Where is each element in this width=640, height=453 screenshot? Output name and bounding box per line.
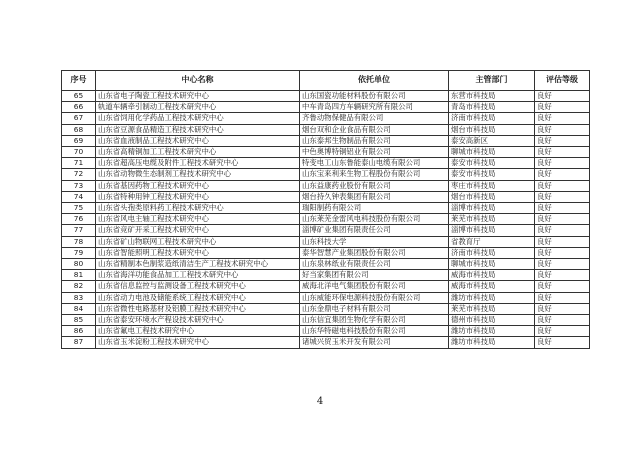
center-name-cell: 山东省氟电工程技术研究中心 (96, 326, 300, 337)
host-unit-cell: 威海北洋电气集团股份有限公司 (300, 281, 449, 292)
header-serial-no: 序号 (62, 71, 96, 91)
center-name-cell: 山东省精制本色制浆造纸清洁生产工程技术研究中心 (96, 259, 300, 270)
center-name-cell: 山东省信息监控与监测设备工程技术研究中心 (96, 281, 300, 292)
host-unit-cell: 烟台持久钟表集团有限公司 (300, 191, 449, 202)
table-row (62, 135, 590, 146)
table-body (62, 91, 590, 349)
department-cell: 聊城市科技局 (449, 259, 535, 270)
host-unit-cell: 齐鲁动物保健品有限公司 (300, 113, 449, 124)
table-row (62, 247, 590, 258)
serial-no-cell: 84 (62, 303, 96, 314)
serial-no-cell: 87 (62, 337, 96, 348)
host-unit-cell: 烟台双和企业食品有限公司 (300, 124, 449, 135)
host-unit-cell: 中色奥博特铜铝业有限公司 (300, 147, 449, 158)
center-name-cell: 山东省动物微生态制剂工程技术研究中心 (96, 169, 300, 180)
serial-no-cell: 78 (62, 236, 96, 247)
grade-cell: 良好 (535, 270, 590, 281)
department-cell: 济南市科技局 (449, 247, 535, 258)
header-department: 主管部门 (449, 71, 535, 91)
center-name-cell: 山东省血液制品工程技术研究中心 (96, 135, 300, 146)
serial-no-cell: 68 (62, 124, 96, 135)
serial-no-cell: 80 (62, 259, 96, 270)
host-unit-cell: 山东莱芜金雷风电科技股份有限公司 (300, 214, 449, 225)
table-row (62, 326, 590, 337)
department-cell: 潍坊市科技局 (449, 326, 535, 337)
grade-cell: 良好 (535, 337, 590, 348)
table-row (62, 236, 590, 247)
serial-no-cell: 77 (62, 225, 96, 236)
table-row (62, 180, 590, 191)
department-cell: 烟台市科技局 (449, 124, 535, 135)
department-cell: 东营市科技局 (449, 91, 535, 102)
grade-cell: 良好 (535, 203, 590, 214)
grade-cell: 良好 (535, 247, 590, 258)
center-name-cell: 山东省矿山物联网工程技术研究中心 (96, 236, 300, 247)
serial-no-cell: 86 (62, 326, 96, 337)
center-name-cell: 山东省基因药物工程技术研究中心 (96, 180, 300, 191)
center-name-cell: 山东省高精铜加工工程技术研究中心 (96, 147, 300, 158)
serial-no-cell: 76 (62, 214, 96, 225)
host-unit-cell: 特变电工山东鲁能泰山电缆有限公司 (300, 158, 449, 169)
department-cell: 淄博市科技局 (449, 225, 535, 236)
grade-cell: 良好 (535, 225, 590, 236)
host-unit-cell: 山东泰邦生物制品有限公司 (300, 135, 449, 146)
serial-no-cell: 73 (62, 180, 96, 191)
grade-cell: 良好 (535, 113, 590, 124)
serial-no-cell: 65 (62, 91, 96, 102)
table-row (62, 281, 590, 292)
department-cell: 省教育厅 (449, 236, 535, 247)
evaluation-table (61, 70, 590, 349)
table-row (62, 91, 590, 102)
center-name-cell: 山东省动力电池及储能系统工程技术研究中心 (96, 292, 300, 303)
host-unit-cell: 诸城兴贸玉米开发有限公司 (300, 337, 449, 348)
table-row (62, 124, 590, 135)
serial-no-cell: 75 (62, 203, 96, 214)
department-cell: 潍坊市科技局 (449, 337, 535, 348)
center-name-cell: 山东省豆源食品精造工程技术研究中心 (96, 124, 300, 135)
serial-no-cell: 83 (62, 292, 96, 303)
serial-no-cell: 69 (62, 135, 96, 146)
table-row (62, 191, 590, 202)
center-name-cell: 山东省竞矿开采工程技术研究中心 (96, 225, 300, 236)
grade-cell: 良好 (535, 281, 590, 292)
host-unit-cell: 中车青岛四方车辆研究所有限公司 (300, 102, 449, 113)
host-unit-cell: 山东益康药业股份有限公司 (300, 180, 449, 191)
grade-cell: 良好 (535, 124, 590, 135)
host-unit-cell: 山东国瓷功能材料股份有限公司 (300, 91, 449, 102)
grade-cell: 良好 (535, 102, 590, 113)
center-name-cell: 山东省超高压电缆及附件工程技术研究中心 (96, 158, 300, 169)
center-name-cell: 山东省泰安环境水产程设技术研究中心 (96, 315, 300, 326)
table-row (62, 259, 590, 270)
table-row (62, 270, 590, 281)
grade-cell: 良好 (535, 236, 590, 247)
center-name-cell: 山东省智能照明工程技术研究中心 (96, 247, 300, 258)
grade-cell: 良好 (535, 303, 590, 314)
department-cell: 莱芜市科技局 (449, 303, 535, 314)
grade-cell: 良好 (535, 326, 590, 337)
header-host-unit: 依托单位 (300, 71, 449, 91)
header-grade: 评估等级 (535, 71, 590, 91)
grade-cell: 良好 (535, 135, 590, 146)
grade-cell: 良好 (535, 214, 590, 225)
department-cell: 聊城市科技局 (449, 147, 535, 158)
table-row (62, 225, 590, 236)
serial-no-cell: 71 (62, 158, 96, 169)
department-cell: 泰安高新区 (449, 135, 535, 146)
page-number: 4 (316, 396, 324, 407)
department-cell: 威海市科技局 (449, 270, 535, 281)
header-center-name: 中心名称 (96, 71, 300, 91)
department-cell: 泰安市科技局 (449, 169, 535, 180)
grade-cell: 良好 (535, 180, 590, 191)
grade-cell: 良好 (535, 158, 590, 169)
grade-cell: 良好 (535, 292, 590, 303)
host-unit-cell: 山东信宜集团生物化学有限公司 (300, 315, 449, 326)
table-row (62, 203, 590, 214)
department-cell: 枣庄市科技局 (449, 180, 535, 191)
table-header-row (62, 71, 590, 91)
center-name-cell: 山东省头孢类原料药工程技术研究中心 (96, 203, 300, 214)
center-name-cell: 山东省微性电路基材及铝膜工程技术研究中心 (96, 303, 300, 314)
center-name-cell: 山东省特种用钟工程技术研究中心 (96, 191, 300, 202)
grade-cell: 良好 (535, 169, 590, 180)
department-cell: 青岛市科技局 (449, 102, 535, 113)
center-name-cell: 山东省电子陶瓷工程技术研究中心 (96, 91, 300, 102)
center-name-cell: 轨道车辆牵引制动工程技术研究中心 (96, 102, 300, 113)
host-unit-cell: 山东华特磁电科技股份有限公司 (300, 326, 449, 337)
serial-no-cell: 79 (62, 247, 96, 258)
serial-no-cell: 72 (62, 169, 96, 180)
host-unit-cell: 山东金鼎电子材料有限公司 (300, 303, 449, 314)
table-row (62, 147, 590, 158)
grade-cell: 良好 (535, 147, 590, 158)
serial-no-cell: 70 (62, 147, 96, 158)
host-unit-cell: 山东宝来利来生物工程股份有限公司 (300, 169, 449, 180)
grade-cell: 良好 (535, 259, 590, 270)
serial-no-cell: 81 (62, 270, 96, 281)
serial-no-cell: 74 (62, 191, 96, 202)
department-cell: 济南市科技局 (449, 113, 535, 124)
department-cell: 潍坊市科技局 (449, 292, 535, 303)
table-row (62, 113, 590, 124)
table-row (62, 292, 590, 303)
grade-cell: 良好 (535, 91, 590, 102)
grade-cell: 良好 (535, 315, 590, 326)
table-row (62, 102, 590, 113)
serial-no-cell: 82 (62, 281, 96, 292)
table-row (62, 158, 590, 169)
center-name-cell: 山东省饲用化学药品工程技术研究中心 (96, 113, 300, 124)
center-name-cell: 山东省玉米淀粉工程技术研究中心 (96, 337, 300, 348)
host-unit-cell: 山东泉林纸业有限责任公司 (300, 259, 449, 270)
department-cell: 莱芜市科技局 (449, 214, 535, 225)
host-unit-cell: 瑞阳制药有限公司 (300, 203, 449, 214)
host-unit-cell: 山东威能环保电源科技股份有限公司 (300, 292, 449, 303)
center-name-cell: 山东省海洋功能食品加工工程技术研究中心 (96, 270, 300, 281)
host-unit-cell: 好当家集团有限公司 (300, 270, 449, 281)
serial-no-cell: 85 (62, 315, 96, 326)
table-row (62, 169, 590, 180)
table-row (62, 315, 590, 326)
table-row (62, 214, 590, 225)
table-row (62, 337, 590, 348)
center-name-cell: 山东省风电主轴工程技术研究中心 (96, 214, 300, 225)
department-cell: 烟台市科技局 (449, 191, 535, 202)
department-cell: 淄博市科技局 (449, 203, 535, 214)
department-cell: 威海市科技局 (449, 281, 535, 292)
department-cell: 德州市科技局 (449, 315, 535, 326)
host-unit-cell: 淄博矿业集团有限责任公司 (300, 225, 449, 236)
grade-cell: 良好 (535, 191, 590, 202)
table-row (62, 303, 590, 314)
host-unit-cell: 山东科技大学 (300, 236, 449, 247)
host-unit-cell: 泰华智慧产业集团股份有限公司 (300, 247, 449, 258)
serial-no-cell: 67 (62, 113, 96, 124)
department-cell: 泰安市科技局 (449, 158, 535, 169)
serial-no-cell: 66 (62, 102, 96, 113)
